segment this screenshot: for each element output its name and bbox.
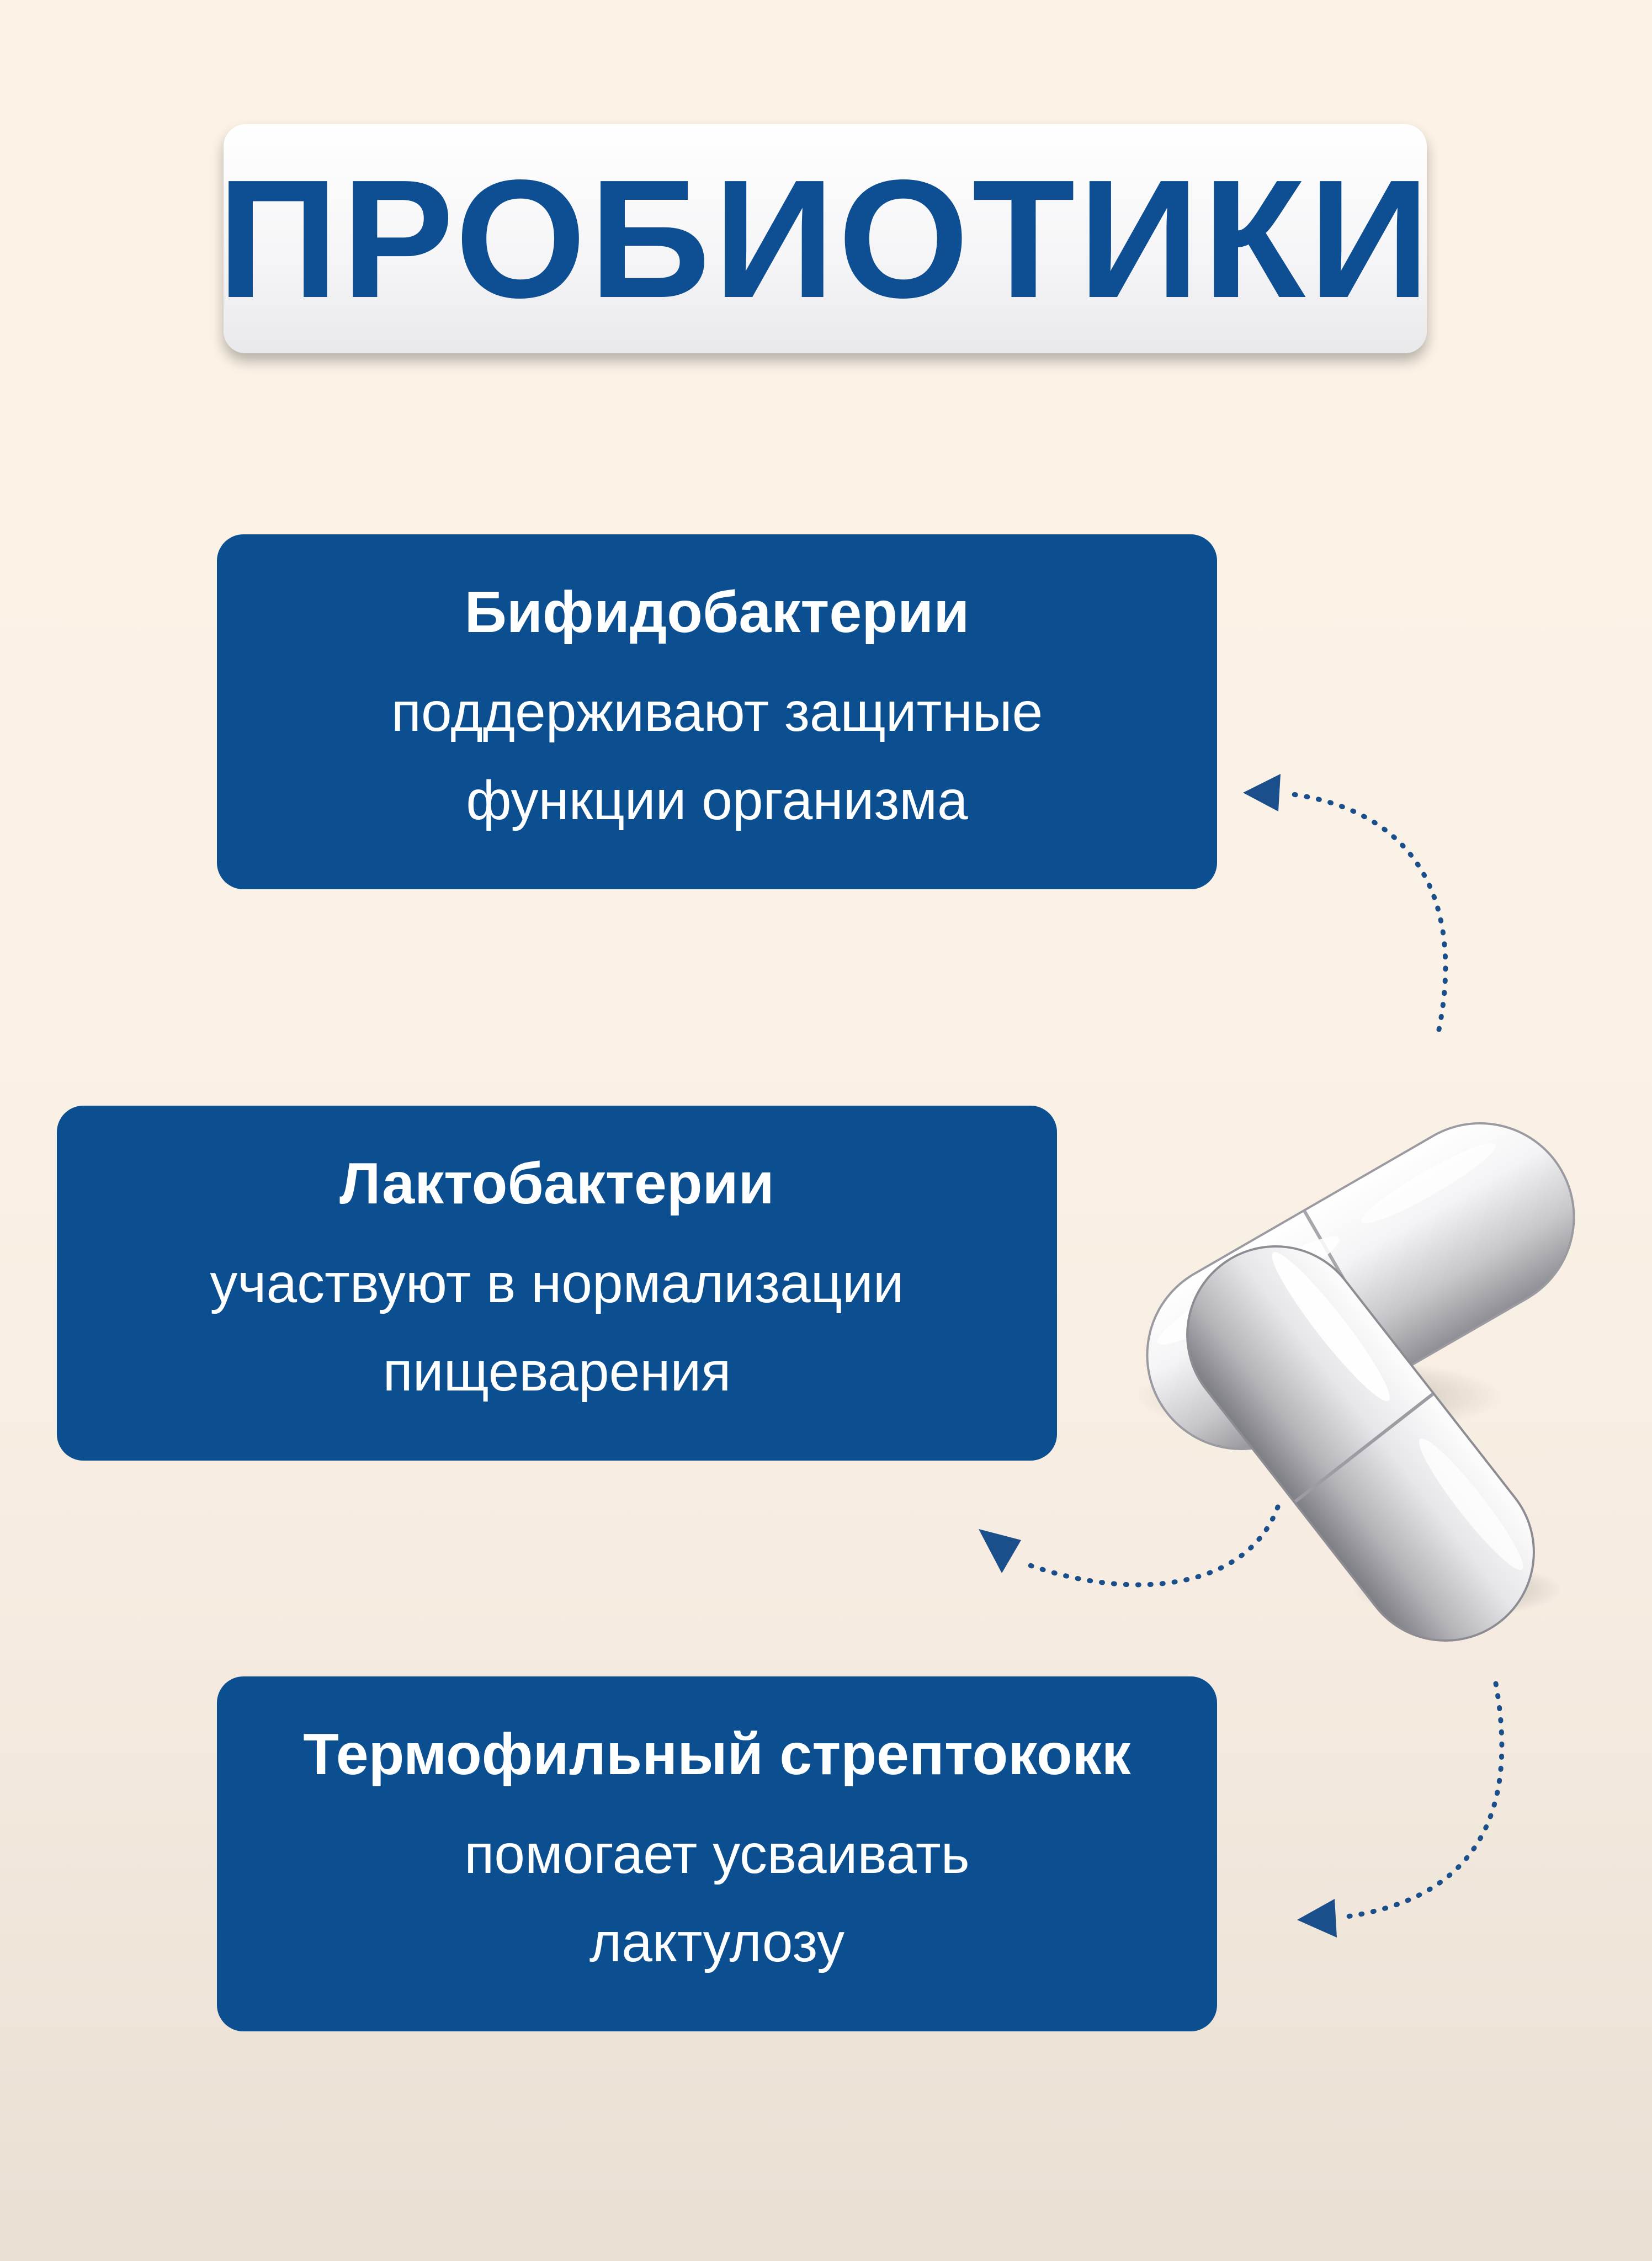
page-title: ПРОБИОТИКИ xyxy=(217,145,1433,333)
card-title: Лактобактерии xyxy=(339,1150,774,1216)
card-description-line: функции организма xyxy=(466,769,968,832)
card-title: Термофильный стрептококк xyxy=(303,1721,1131,1787)
dotted-arrow-icon xyxy=(979,1507,1278,1585)
card-description-line: лактулозу xyxy=(589,1912,845,1974)
card-title: Бифидобактерии xyxy=(464,579,970,645)
capsule-image xyxy=(1113,1089,1608,1676)
card-description-line: помогает усваивать xyxy=(464,1823,970,1886)
dotted-arrow-icon xyxy=(1297,1684,1502,1938)
dotted-arrow-icon xyxy=(1243,774,1446,1029)
card-description-line: поддерживают защитные xyxy=(391,681,1043,744)
card-description-line: пищеварения xyxy=(383,1341,731,1403)
card-description-line: участвуют в нормализации xyxy=(210,1252,904,1315)
